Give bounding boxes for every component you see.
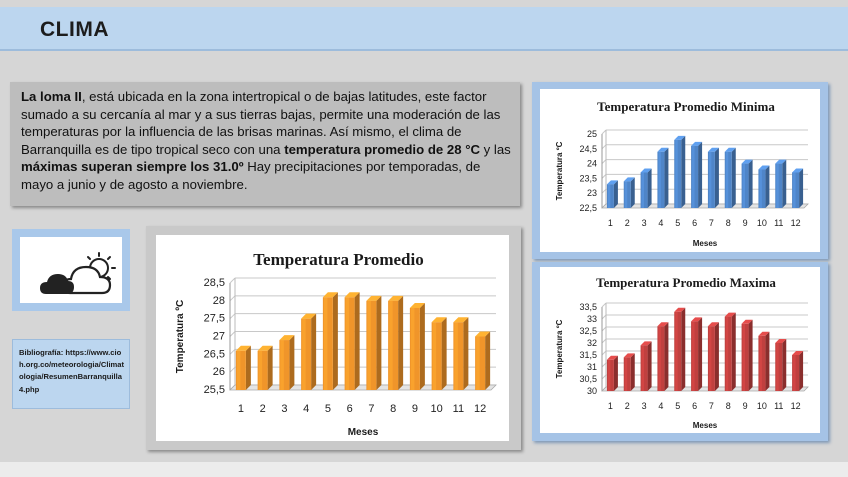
- bar-side: [648, 341, 652, 391]
- x-tick-label: 3: [281, 403, 288, 415]
- y-tick-label: 31: [586, 362, 597, 372]
- bar-highlight: [237, 351, 241, 390]
- header-bar: [0, 7, 848, 51]
- bar-highlight: [793, 355, 795, 391]
- x-tick-label: 7: [708, 218, 714, 228]
- bar-highlight: [776, 164, 778, 208]
- weather-icon-frame: [20, 237, 122, 303]
- x-tick-label: 1: [607, 401, 613, 411]
- bar-highlight: [726, 317, 728, 391]
- x-axis-label: Meses: [347, 427, 379, 438]
- bar-side: [664, 322, 668, 391]
- bar-6: [691, 142, 702, 208]
- x-tick-label: 3: [641, 401, 647, 411]
- bar-5: [323, 292, 338, 390]
- bar-7: [708, 148, 719, 208]
- x-tick-label: 8: [725, 401, 731, 411]
- bar-highlight: [675, 312, 677, 391]
- bar-highlight: [658, 152, 660, 208]
- gridline-edge: [602, 339, 606, 343]
- bar-5: [674, 308, 685, 391]
- bar-highlight: [302, 319, 306, 390]
- x-tick-label: 4: [658, 401, 664, 411]
- y-tick-label: 24: [586, 158, 597, 169]
- page-title: CLIMA: [40, 18, 109, 41]
- bar-side: [311, 314, 316, 390]
- bar-4: [657, 322, 668, 391]
- y-tick-label: 30: [586, 386, 597, 396]
- bar-4: [657, 148, 668, 208]
- bar-side: [681, 136, 685, 208]
- bar-side: [799, 351, 803, 391]
- bar-10: [432, 317, 447, 390]
- bar-11: [775, 339, 786, 391]
- gridline-edge: [230, 278, 235, 283]
- chart-title: Temperatura Promedio: [253, 250, 424, 269]
- bar-8: [725, 313, 736, 391]
- x-tick-label: 2: [624, 401, 630, 411]
- bar-side: [732, 313, 736, 391]
- bar-side: [614, 356, 618, 391]
- bar-6: [345, 292, 360, 390]
- bibliography-text[interactable]: Bibliografía: https://www.cioh.org.co/meteorologia/Climatologia/ResumenBarranquilla4.php: [19, 348, 125, 394]
- gridline-edge: [602, 130, 606, 134]
- chart-title: Temperatura Promedio Minima: [597, 99, 775, 114]
- bar-highlight: [692, 321, 694, 391]
- bar-12: [475, 332, 490, 391]
- average-temp-highlight: temperatura promedio de 28 °C: [284, 141, 480, 157]
- bar-highlight: [692, 146, 694, 208]
- bar-9: [410, 303, 425, 390]
- x-tick-label: 11: [774, 401, 784, 411]
- bar-highlight: [675, 140, 677, 208]
- y-axis-label: Temperatura ºC: [555, 319, 564, 379]
- bar-1: [607, 180, 618, 208]
- x-tick-label: 3: [641, 218, 647, 228]
- bar-1: [236, 346, 251, 390]
- bar-highlight: [280, 340, 284, 390]
- gridline-edge: [602, 375, 606, 379]
- chart-promedio-frame: [146, 226, 521, 450]
- x-tick-label: 11: [774, 218, 784, 228]
- bar-highlight: [411, 308, 415, 390]
- gridline-edge: [230, 349, 235, 354]
- y-tick-label: 25,5: [203, 384, 225, 396]
- bar-highlight: [476, 337, 480, 391]
- chart-maxima-frame: [532, 262, 828, 441]
- bar-highlight: [793, 172, 795, 208]
- bar-highlight: [389, 301, 393, 390]
- y-tick-label: 26,5: [203, 348, 225, 361]
- gridline-edge: [602, 363, 606, 367]
- x-tick-label: 5: [675, 218, 681, 228]
- bar-side: [376, 296, 381, 390]
- bar-highlight: [709, 152, 711, 208]
- bar-highlight: [709, 326, 711, 391]
- chart-minima-frame: [532, 82, 828, 259]
- chart-promedio-card: [156, 235, 509, 441]
- bar-highlight: [346, 297, 350, 390]
- bar-highlight: [776, 343, 778, 391]
- gridline-edge: [602, 351, 606, 355]
- bar-highlight: [642, 172, 644, 208]
- bar-side: [420, 303, 425, 390]
- y-tick-label: 27: [212, 330, 225, 343]
- bar-side: [355, 292, 360, 390]
- bar-highlight: [608, 184, 610, 208]
- y-tick-label: 24,5: [579, 143, 597, 154]
- chart-maxima: [540, 267, 820, 433]
- bar-side: [732, 148, 736, 208]
- bar-side: [749, 160, 753, 208]
- x-tick-label: 10: [430, 403, 443, 415]
- gridline-edge: [230, 296, 235, 301]
- x-tick-label: 2: [259, 403, 266, 415]
- bar-side: [698, 317, 702, 391]
- bar-side: [681, 308, 685, 391]
- gridline-edge: [602, 174, 606, 178]
- x-tick-label: 9: [742, 218, 748, 228]
- x-tick-label: 10: [756, 218, 767, 228]
- x-tick-label: 12: [474, 403, 487, 415]
- x-tick-label: 2: [624, 218, 630, 228]
- x-tick-label: 6: [346, 403, 353, 415]
- bar-highlight: [625, 357, 627, 391]
- bar-highlight: [726, 152, 728, 208]
- bar-highlight: [759, 336, 761, 391]
- gridline-edge: [602, 315, 606, 319]
- chart-minima-card: [540, 89, 820, 252]
- y-tick-label: 33,5: [579, 302, 597, 312]
- bar-side: [631, 177, 635, 208]
- description-panel: [10, 82, 520, 206]
- bar-side: [782, 160, 786, 208]
- bar-side: [631, 353, 635, 391]
- x-tick-label: 5: [324, 403, 331, 415]
- bar-highlight: [454, 322, 458, 390]
- bar-8: [388, 296, 403, 390]
- bar-12: [792, 351, 803, 391]
- bar-11: [453, 317, 468, 390]
- bar-side: [765, 332, 769, 391]
- description-connector: y las: [480, 141, 511, 157]
- bar-side: [246, 346, 251, 390]
- x-tick-label: 4: [658, 218, 664, 228]
- x-tick-label: 1: [237, 403, 244, 415]
- description-text: [21, 88, 513, 194]
- bar-side: [698, 142, 702, 208]
- y-tick-label: 33: [586, 314, 597, 324]
- bar-7: [366, 296, 381, 390]
- bar-side: [442, 317, 447, 390]
- y-tick-label: 31,5: [579, 350, 597, 360]
- bar-highlight: [433, 322, 437, 390]
- bar-1: [607, 356, 618, 391]
- x-tick-label: 9: [742, 401, 748, 411]
- max-temp-highlight: máximas superan siempre los 31.0º: [21, 159, 244, 175]
- bar-side: [289, 335, 294, 390]
- bar-highlight: [625, 181, 627, 208]
- location-name: La loma II: [21, 89, 82, 104]
- bar-9: [742, 160, 753, 208]
- bar-side: [715, 148, 719, 208]
- bar-side: [799, 168, 803, 208]
- description-part-2: Hay precipitaciones por temporadas, de mayo a junio y de agosto a noviembre.: [21, 159, 481, 192]
- y-tick-label: 28,5: [203, 277, 225, 289]
- bar-3: [279, 335, 294, 390]
- bar-side: [648, 168, 652, 208]
- bar-8: [725, 148, 736, 208]
- bar-5: [674, 136, 685, 208]
- bar-10: [758, 166, 769, 208]
- bar-11: [775, 160, 786, 208]
- x-tick-label: 6: [692, 401, 698, 411]
- x-tick-label: 4: [303, 403, 310, 415]
- bar-highlight: [743, 324, 745, 391]
- chart-minima: [540, 89, 820, 252]
- bar-side: [485, 332, 490, 391]
- y-tick-label: 23: [586, 188, 597, 199]
- bar-side: [268, 346, 273, 390]
- x-tick-label: 12: [790, 401, 801, 411]
- weather-icon-panel: [12, 229, 130, 311]
- y-tick-label: 32,5: [579, 326, 597, 336]
- gridline-edge: [230, 332, 235, 337]
- x-tick-label: 6: [692, 218, 698, 228]
- bar-12: [792, 168, 803, 208]
- gridline-edge: [602, 303, 606, 307]
- bar-highlight: [658, 326, 660, 391]
- bar-highlight: [367, 301, 371, 390]
- bar-side: [614, 180, 618, 208]
- bar-7: [708, 322, 719, 391]
- x-tick-label: 11: [452, 403, 465, 415]
- bar-side: [664, 148, 668, 208]
- x-tick-label: 1: [607, 218, 613, 228]
- bar-side: [782, 339, 786, 391]
- y-tick-label: 32: [586, 338, 597, 348]
- bar-side: [749, 320, 753, 391]
- gridline-edge: [230, 314, 235, 319]
- bar-6: [691, 317, 702, 391]
- x-tick-label: 10: [756, 401, 767, 411]
- x-tick-label: 8: [390, 403, 397, 415]
- x-tick-label: 12: [790, 218, 801, 228]
- chart-maxima-card: [540, 267, 820, 433]
- x-axis-label: Meses: [692, 239, 718, 248]
- chart-promedio: [156, 235, 509, 441]
- y-axis-label: Temperatura ºC: [555, 141, 564, 201]
- x-axis-label: Meses: [692, 421, 718, 430]
- y-tick-label: 27,5: [203, 312, 225, 325]
- x-tick-label: 8: [725, 218, 731, 228]
- x-tick-label: 5: [675, 401, 681, 411]
- y-tick-label: 30,5: [579, 374, 597, 384]
- bar-side: [765, 166, 769, 208]
- bar-4: [301, 314, 316, 390]
- bar-highlight: [743, 164, 745, 208]
- bar-side: [715, 322, 719, 391]
- bar-2: [258, 346, 273, 390]
- bar-2: [624, 353, 635, 391]
- bar-highlight: [324, 297, 328, 390]
- bar-highlight: [259, 351, 263, 390]
- bar-highlight: [759, 170, 761, 208]
- y-tick-label: 26: [212, 366, 225, 379]
- x-tick-label: 9: [411, 403, 418, 415]
- gridline-edge: [602, 327, 606, 331]
- y-tick-label: 28: [212, 294, 225, 307]
- y-tick-label: 23,5: [579, 173, 597, 184]
- bottom-strip: [0, 462, 848, 477]
- gridline-edge: [602, 189, 606, 193]
- bar-3: [641, 168, 652, 208]
- bar-highlight: [608, 360, 610, 391]
- bar-9: [742, 320, 753, 391]
- bar-highlight: [642, 345, 644, 391]
- gridline-edge: [230, 367, 235, 372]
- y-axis-label: Temperatura ºC: [175, 299, 186, 374]
- x-tick-label: 7: [368, 403, 375, 415]
- bar-side: [463, 317, 468, 390]
- y-tick-label: 22,5: [579, 203, 597, 213]
- bar-3: [641, 341, 652, 391]
- y-tick-label: 25: [586, 129, 597, 139]
- bar-10: [758, 332, 769, 391]
- bar-2: [624, 177, 635, 208]
- gridline-edge: [602, 160, 606, 164]
- bibliography-box: [12, 339, 130, 409]
- bar-side: [333, 292, 338, 390]
- partly-cloudy-icon: [20, 237, 122, 303]
- description-part-1: , está ubicada en la zona intertropical o de bajas latitudes, este factor sumado a su cercanía al mar y a sus tierras bajas, permite una moderación de las temperaturas por la influencia de las brisas marinas. Así mismo, el clima de Barranquilla es de tipo tropical seco con una: [21, 89, 501, 157]
- chart-title: Temperatura Promedio Maxima: [596, 275, 776, 290]
- x-tick-label: 7: [708, 401, 714, 411]
- bar-side: [398, 296, 403, 390]
- gridline-edge: [602, 145, 606, 149]
